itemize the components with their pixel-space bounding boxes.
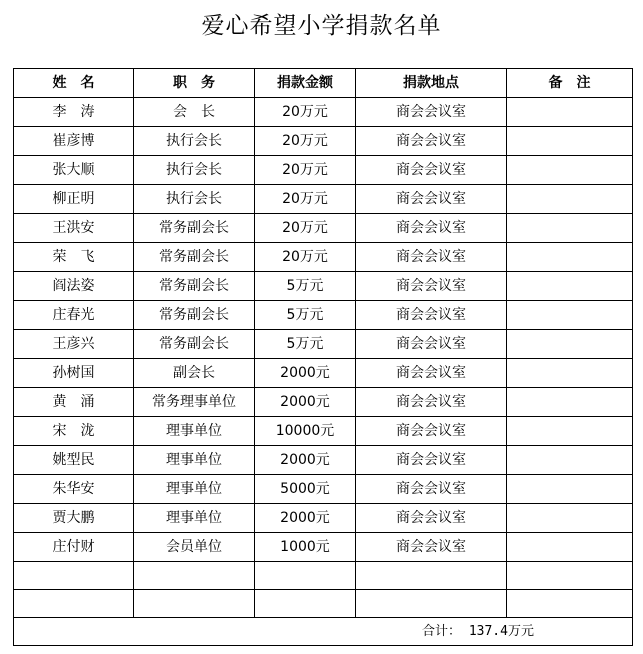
header-location: 捐款地点 <box>356 69 507 98</box>
cell-position: 会 长 <box>134 98 255 127</box>
cell-location: 商会会议室 <box>356 272 507 301</box>
table-row <box>14 156 633 185</box>
table-row <box>14 98 633 127</box>
table-row <box>14 330 633 359</box>
table-row <box>14 359 633 388</box>
table-row <box>14 301 633 330</box>
cell-name: 柳正明 <box>14 185 134 214</box>
cell-position: 常务理事单位 <box>134 388 255 417</box>
cell-location: 商会会议室 <box>356 359 507 388</box>
empty-cell <box>356 562 507 590</box>
cell-note <box>507 359 633 388</box>
cell-note <box>507 243 633 272</box>
empty-cell <box>255 562 356 590</box>
cell-position: 常务副会长 <box>134 243 255 272</box>
empty-cell <box>255 590 356 618</box>
cell-amount: 5万元 <box>255 301 356 330</box>
cell-location: 商会会议室 <box>356 127 507 156</box>
cell-name: 张大顺 <box>14 156 134 185</box>
cell-amount: 2000元 <box>255 359 356 388</box>
empty-row <box>14 562 633 590</box>
header-row <box>14 69 633 98</box>
cell-note <box>507 417 633 446</box>
page-title: 爱心希望小学捐款名单 <box>201 13 442 39</box>
cell-note <box>507 446 633 475</box>
empty-cell <box>14 562 134 590</box>
cell-location: 商会会议室 <box>356 388 507 417</box>
cell-name: 王彦兴 <box>14 330 134 359</box>
cell-name: 朱华安 <box>14 475 134 504</box>
cell-note <box>507 330 633 359</box>
cell-amount: 5万元 <box>255 272 356 301</box>
cell-position: 理事单位 <box>134 417 255 446</box>
cell-note <box>507 272 633 301</box>
empty-row <box>14 590 633 618</box>
table-row <box>14 243 633 272</box>
cell-note <box>507 127 633 156</box>
cell-name: 崔彦博 <box>14 127 134 156</box>
cell-amount: 20万元 <box>255 185 356 214</box>
cell-note <box>507 533 633 562</box>
cell-name: 黄 涌 <box>14 388 134 417</box>
cell-name: 庄付财 <box>14 533 134 562</box>
table-row <box>14 388 633 417</box>
table-row <box>14 446 633 475</box>
cell-position: 会员单位 <box>134 533 255 562</box>
cell-note <box>507 504 633 533</box>
cell-position: 理事单位 <box>134 446 255 475</box>
cell-position: 常务副会长 <box>134 272 255 301</box>
table-row <box>14 214 633 243</box>
empty-cell <box>134 562 255 590</box>
table-row <box>14 504 633 533</box>
table-row <box>14 475 633 504</box>
cell-position: 理事单位 <box>134 475 255 504</box>
cell-location: 商会会议室 <box>356 156 507 185</box>
cell-amount: 5万元 <box>255 330 356 359</box>
cell-location: 商会会议室 <box>356 330 507 359</box>
table-row <box>14 185 633 214</box>
cell-location: 商会会议室 <box>356 475 507 504</box>
cell-amount: 2000元 <box>255 388 356 417</box>
empty-cell <box>14 590 134 618</box>
cell-name: 孙树国 <box>14 359 134 388</box>
total-cell <box>14 618 633 646</box>
cell-position: 常务副会长 <box>134 301 255 330</box>
empty-cell <box>134 590 255 618</box>
cell-location: 商会会议室 <box>356 98 507 127</box>
cell-amount: 2000元 <box>255 504 356 533</box>
cell-amount: 10000元 <box>255 417 356 446</box>
cell-location: 商会会议室 <box>356 533 507 562</box>
cell-note <box>507 156 633 185</box>
cell-name: 阎法姿 <box>14 272 134 301</box>
total-text: 合计： 137.4万元 <box>422 623 534 639</box>
cell-name: 庄春光 <box>14 301 134 330</box>
cell-note <box>507 301 633 330</box>
total-row <box>14 618 633 646</box>
cell-position: 副会长 <box>134 359 255 388</box>
cell-amount: 20万元 <box>255 98 356 127</box>
cell-position: 执行会长 <box>134 127 255 156</box>
cell-name: 宋 泷 <box>14 417 134 446</box>
cell-position: 执行会长 <box>134 185 255 214</box>
header-note: 备 注 <box>507 69 633 98</box>
cell-name: 李 涛 <box>14 98 134 127</box>
cell-location: 商会会议室 <box>356 504 507 533</box>
cell-position: 理事单位 <box>134 504 255 533</box>
cell-amount: 20万元 <box>255 243 356 272</box>
cell-location: 商会会议室 <box>356 301 507 330</box>
cell-location: 商会会议室 <box>356 417 507 446</box>
cell-location: 商会会议室 <box>356 243 507 272</box>
cell-location: 商会会议室 <box>356 185 507 214</box>
cell-name: 王洪安 <box>14 214 134 243</box>
cell-location: 商会会议室 <box>356 446 507 475</box>
cell-location: 商会会议室 <box>356 214 507 243</box>
table-row <box>14 272 633 301</box>
empty-cell <box>356 590 507 618</box>
cell-amount: 20万元 <box>255 127 356 156</box>
cell-position: 常务副会长 <box>134 330 255 359</box>
cell-note <box>507 214 633 243</box>
empty-cell <box>507 562 633 590</box>
header-position: 职 务 <box>134 69 255 98</box>
cell-name: 贾大鹏 <box>14 504 134 533</box>
table-row <box>14 127 633 156</box>
table-row <box>14 533 633 562</box>
donation-table <box>13 68 633 646</box>
cell-amount: 5000元 <box>255 475 356 504</box>
header-name: 姓 名 <box>14 69 134 98</box>
cell-note <box>507 185 633 214</box>
cell-name: 荣 飞 <box>14 243 134 272</box>
cell-name: 姚型民 <box>14 446 134 475</box>
empty-cell <box>507 590 633 618</box>
cell-amount: 20万元 <box>255 214 356 243</box>
cell-amount: 2000元 <box>255 446 356 475</box>
cell-note <box>507 475 633 504</box>
cell-note <box>507 98 633 127</box>
cell-note <box>507 388 633 417</box>
cell-amount: 20万元 <box>255 156 356 185</box>
cell-amount: 1000元 <box>255 533 356 562</box>
header-amount: 捐款金额 <box>255 69 356 98</box>
table-row <box>14 417 633 446</box>
cell-position: 常务副会长 <box>134 214 255 243</box>
cell-position: 执行会长 <box>134 156 255 185</box>
